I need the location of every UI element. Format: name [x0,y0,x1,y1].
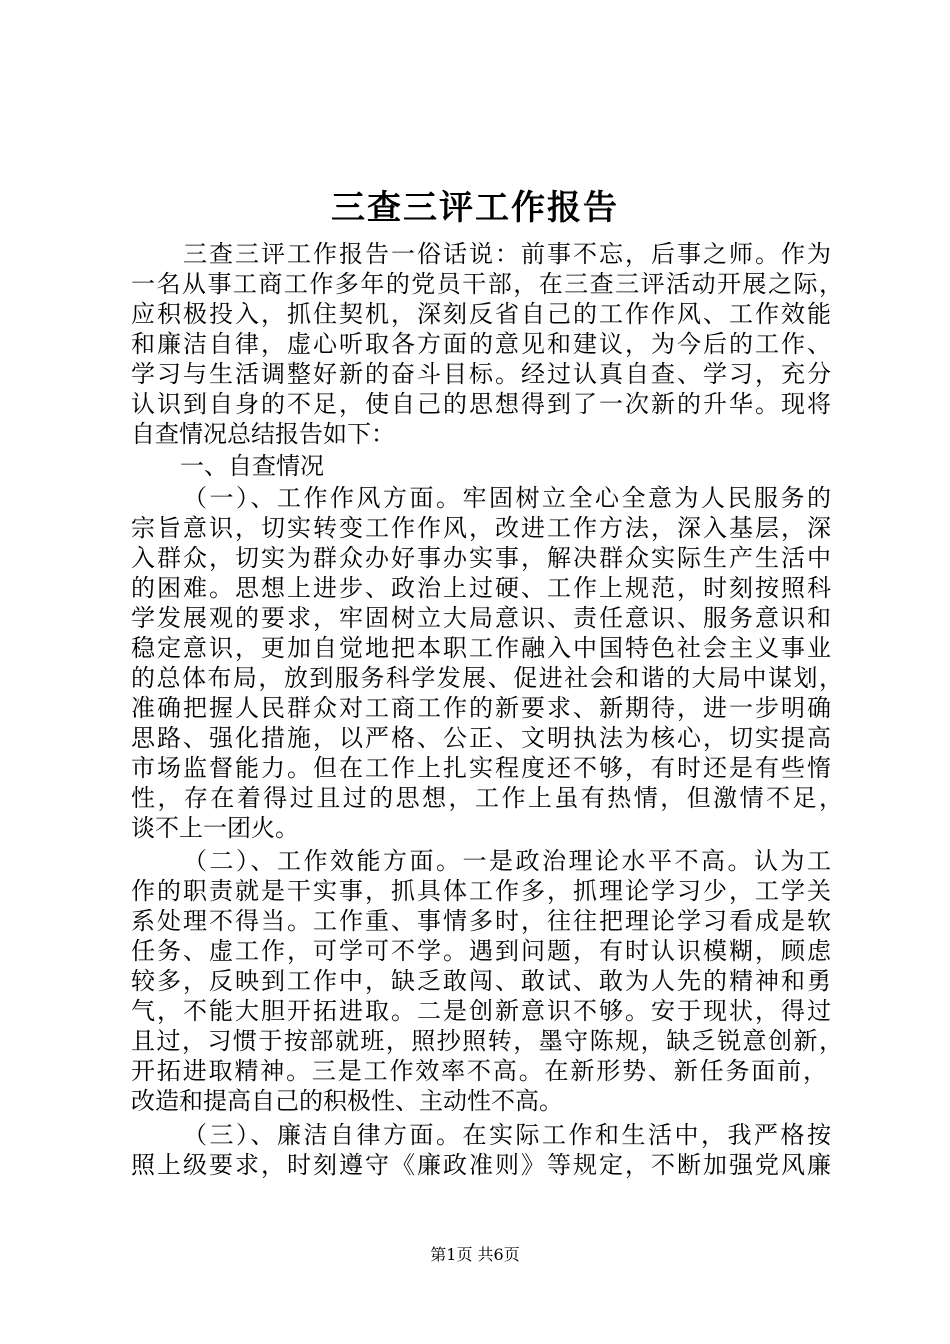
body-line: 自查情况总结报告如下： [131,420,395,448]
body-line: 认识到自身的不足，使自己的思想得到了一次新的升华。现将 [131,390,831,418]
body-line: （二）、工作效能方面。一是政治理论水平不高。认为工 [183,847,831,875]
body-line: 学发展观的要求，牢固树立大局意识、责任意识、服务意识和 [131,604,831,632]
body-line: 的总体布局，放到服务科学发展、促进社会和谐的大局中谋划， [131,664,843,692]
body-line: 气，不能大胆开拓进取。二是创新意识不够。安于现状，得过 [131,997,831,1025]
body-line: 谈不上一团火。 [131,814,299,842]
body-line: 任务、虚工作，可学可不学。遇到问题，有时认识模糊，顾虑 [131,937,831,965]
body-line: 开拓进取精神。三是工作效率不高。在新形势、新任务面前， [131,1057,827,1085]
body-line: 较多，反映到工作中，缺乏敢闯、敢试、敢为人先的精神和勇 [131,967,831,995]
body-line: 稳定意识，更加自觉地把本职工作融入中国特色社会主义事业 [131,634,831,662]
body-line: 宗旨意识，切实转变工作作风，改进工作方法，深入基层，深 [131,514,831,542]
body-line: 和廉洁自律，虚心听取各方面的意见和建议，为今后的工作、 [131,330,831,358]
body-line: 性，存在着得过且过的思想，工作上虽有热情，但激情不足， [131,784,843,812]
body-line: （一）、工作作风方面。牢固树立全心全意为人民服务的 [183,484,831,512]
section-heading: 一、自查情况 [180,452,324,480]
body-line: 准确把握人民群众对工商工作的新要求、新期待，进一步明确 [131,694,831,722]
body-line: 一名从事工商工作多年的党员干部，在三查三评活动开展之际， [131,270,843,298]
body-line: 照上级要求，时刻遵守《廉政准则》等规定，不断加强党风廉 [131,1151,831,1179]
body-line: （三）、廉洁自律方面。在实际工作和生活中，我严格按 [183,1121,831,1149]
body-line: 学习与生活调整好新的奋斗目标。经过认真自查、学习，充分 [131,360,831,388]
page-footer: 第1页 共6页 [430,1245,520,1264]
body-line: 三查三评工作报告一俗话说：前事不忘，后事之师。作为 [183,240,831,268]
body-line: 的困难。思想上进步、政治上过硬、工作上规范，时刻按照科 [131,574,831,602]
body-line: 且过，习惯于按部就班，照抄照转，墨守陈规，缺乏锐意创新， [131,1027,843,1055]
document-title: 三查三评工作报告 [331,188,619,228]
body-line: 系处理不得当。工作重、事情多时，往往把理论学习看成是软 [131,907,831,935]
body-line: 思路、强化措施，以严格、公正、文明执法为核心，切实提高 [131,724,831,752]
body-line: 应积极投入，抓住契机，深刻反省自己的工作作风、工作效能 [131,300,831,328]
body-line: 入群众，切实为群众办好事办实事，解决群众实际生产生活中 [131,544,831,572]
body-line: 作的职责就是干实事，抓具体工作多，抓理论学习少，工学关 [131,877,831,905]
body-line: 改造和提高自己的积极性、主动性不高。 [131,1087,563,1115]
body-line: 市场监督能力。但在工作上扎实程度还不够，有时还是有些惰 [131,754,831,782]
